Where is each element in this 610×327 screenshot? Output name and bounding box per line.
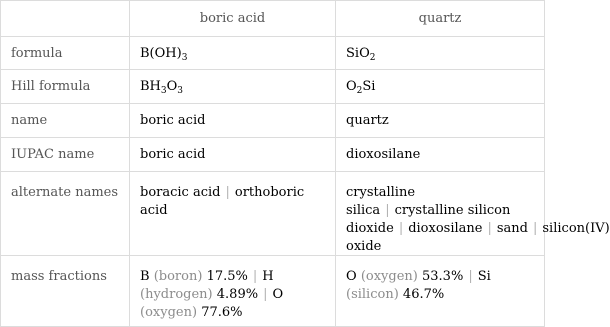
alt-name: silicon(IV) oxide xyxy=(346,221,610,254)
name-quartz-value: quartz xyxy=(346,113,389,128)
separator: | xyxy=(398,221,404,236)
name-quartz xyxy=(335,104,544,138)
name-boric-acid-value: boric acid xyxy=(140,113,206,128)
alt-name: crystalline silicon dioxide xyxy=(346,203,511,236)
formula-boric-acid-value xyxy=(140,45,187,63)
hill-formula-row xyxy=(1,69,544,104)
hill-formula-quartz xyxy=(335,70,544,104)
iupac-name-label: IUPAC name xyxy=(11,147,95,162)
alt-line xyxy=(140,184,327,220)
formula-boric-acid xyxy=(129,37,335,70)
name-boric-acid xyxy=(129,104,335,138)
header-quartz-label: quartz xyxy=(418,10,462,26)
formula-subscript: 3 xyxy=(177,86,184,96)
hill-formula-boric-acid-value xyxy=(140,78,183,96)
row-label xyxy=(1,138,129,172)
separator: | xyxy=(263,287,268,302)
element-name: (hydrogen) xyxy=(140,287,213,302)
row-label xyxy=(1,70,129,104)
formula-part: Si xyxy=(362,79,376,94)
element-symbol: Si xyxy=(477,269,491,284)
alternate-names-label: alternate names xyxy=(11,185,119,200)
header-quartz xyxy=(335,1,544,36)
formula-part: O xyxy=(166,79,178,94)
separator: | xyxy=(533,221,538,236)
alternate-names-boric-acid xyxy=(129,172,335,256)
formula-part: BH xyxy=(140,79,161,94)
header-row xyxy=(1,1,544,36)
iupac-name-boric-acid xyxy=(129,138,335,172)
formula-subscript: 3 xyxy=(181,52,188,63)
mass-fractions-boric-acid xyxy=(129,256,335,327)
alt-name: crystalline silica xyxy=(346,185,416,218)
alt-name: sand xyxy=(496,221,528,236)
alt-name: orthoboric acid xyxy=(140,185,305,218)
row-label xyxy=(1,37,129,70)
separator: | xyxy=(225,185,230,200)
formula-label: formula xyxy=(11,45,63,61)
mass-value: 4.89% xyxy=(216,287,259,302)
mass-line xyxy=(140,268,327,322)
iupac-name-quartz xyxy=(335,138,544,172)
hill-formula-quartz-value xyxy=(346,78,375,96)
name-row xyxy=(1,103,544,138)
mass-value: 17.5% xyxy=(206,269,248,284)
mass-fractions-quartz xyxy=(335,256,544,327)
alternate-names-quartz xyxy=(335,172,610,256)
element-name: (oxygen) xyxy=(360,269,418,284)
header-empty-cell xyxy=(1,1,129,36)
element-name: (silicon) xyxy=(346,287,399,302)
element-symbol: B xyxy=(140,269,150,284)
iupac-name-boric-acid-value: boric acid xyxy=(140,147,206,162)
row-label xyxy=(1,256,129,327)
formula-quartz xyxy=(335,37,544,70)
alt-name: boracic acid xyxy=(140,185,221,200)
iupac-name-row xyxy=(1,137,544,172)
formula-part: B(OH) xyxy=(140,45,182,61)
name-label: name xyxy=(11,113,48,128)
element-symbol: H xyxy=(262,269,274,284)
element-symbol: O xyxy=(272,287,284,302)
separator: | xyxy=(468,269,473,284)
formula-subscript: 3 xyxy=(160,86,167,96)
formula-part: O xyxy=(346,79,357,94)
mass-value: 77.6% xyxy=(201,305,243,320)
formula-subscript: 2 xyxy=(356,86,363,96)
alt-line xyxy=(346,184,610,256)
separator: | xyxy=(487,221,492,236)
formula-subscript: 2 xyxy=(369,52,376,63)
row-label xyxy=(1,104,129,138)
formula-row xyxy=(1,36,544,70)
hill-formula-label: Hill formula xyxy=(11,79,91,94)
formula-quartz-value xyxy=(346,45,375,63)
alt-name: dioxosilane xyxy=(408,221,483,236)
separator: | xyxy=(385,203,390,218)
element-name: (boron) xyxy=(153,269,203,284)
element-symbol: O xyxy=(346,269,357,284)
mass-value: 46.7% xyxy=(402,287,445,302)
header-boric-acid xyxy=(129,1,335,36)
separator: | xyxy=(252,269,258,284)
mass-line xyxy=(346,268,536,304)
mass-fractions-label: mass fractions xyxy=(11,269,107,284)
iupac-name-quartz-value: dioxosilane xyxy=(346,147,421,162)
header-boric-acid-label: boric acid xyxy=(199,10,266,26)
hill-formula-boric-acid xyxy=(129,70,335,104)
alternate-names-row xyxy=(1,171,610,256)
element-name: (oxygen) xyxy=(140,305,198,320)
mass-fractions-row xyxy=(1,255,544,327)
row-label xyxy=(1,172,129,256)
mass-value: 53.3% xyxy=(422,269,464,284)
formula-part: SiO xyxy=(346,45,370,61)
